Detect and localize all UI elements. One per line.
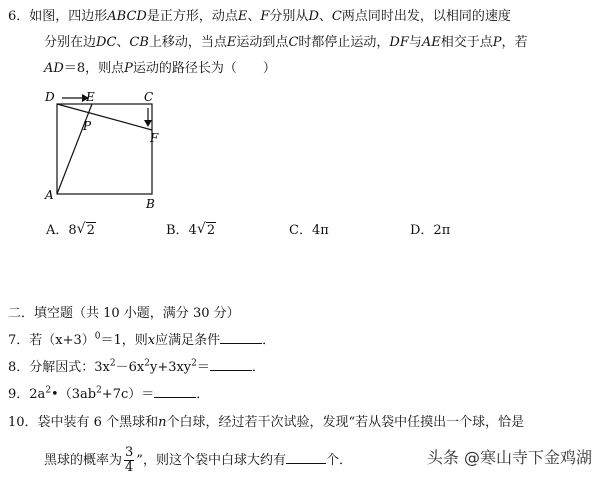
- q9-exponent: 2: [96, 385, 102, 396]
- q7-number: 7．: [8, 333, 30, 348]
- q9-text: •（3ab: [51, 387, 97, 402]
- q6-text: 、: [247, 9, 261, 24]
- q10-text: 个白球，经过若干次试验，发现“若从袋中任摸出一个球，恰是: [166, 415, 525, 430]
- q6-var: F: [260, 9, 270, 24]
- q9-exponent: 2: [45, 385, 52, 396]
- option-B-radicand: 2: [206, 223, 216, 238]
- q6-text: 、: [318, 9, 332, 24]
- q10-answer-blank[interactable]: [286, 462, 326, 464]
- q6-var: E: [237, 9, 248, 24]
- q7-var: x: [147, 333, 156, 348]
- label-P: P: [83, 119, 92, 133]
- q8-exponent: 2: [109, 358, 116, 369]
- q6-var: DF: [389, 35, 409, 50]
- q9-text: 2a: [29, 387, 46, 402]
- q6-var: ABCD: [107, 9, 147, 24]
- q8-text: y+3xy: [149, 360, 192, 375]
- option-D-label: D．2π: [410, 223, 451, 238]
- q6-line3: [44, 60, 276, 78]
- label-D: D: [45, 90, 55, 104]
- q9-text: ．: [196, 387, 210, 402]
- label-B: B: [146, 197, 155, 210]
- q6-var: CB: [129, 35, 149, 50]
- q8-answer-blank[interactable]: [210, 369, 252, 371]
- option-A-radicand: 2: [86, 223, 95, 238]
- q7-answer-blank[interactable]: [220, 342, 262, 344]
- q6-line1: [8, 8, 511, 26]
- q6-text: ，若: [501, 35, 528, 50]
- q10-var: n: [158, 415, 167, 430]
- q10-line1: [8, 414, 524, 432]
- q7-text: ．: [262, 333, 276, 348]
- q10-text: 黑球的概率为: [44, 453, 123, 468]
- q6-var: C: [288, 35, 299, 50]
- segment-DF: [57, 104, 152, 130]
- q7-text: 应满足条件: [155, 333, 221, 348]
- q8-text: ．: [251, 360, 265, 375]
- q8-exponent: 2: [191, 358, 197, 369]
- q6-var: AE: [421, 35, 441, 50]
- label-A: A: [45, 188, 54, 202]
- option-A[interactable]: [46, 219, 96, 238]
- q10-text: 个．: [325, 453, 352, 468]
- q6-var: AD: [44, 61, 64, 76]
- q6-var: DC: [96, 35, 117, 50]
- q6-var: D: [308, 9, 319, 24]
- q6-line2: [44, 34, 528, 52]
- q8-exponent: 2: [144, 358, 150, 369]
- option-A-label: A．8: [46, 223, 77, 238]
- q6-text: 时都停止运动，: [298, 35, 390, 50]
- option-C[interactable]: [289, 219, 329, 238]
- q7: [8, 332, 275, 350]
- q6-text: 与: [408, 35, 422, 50]
- q9-number: 9．: [8, 387, 30, 402]
- q6-text: 是正方形，动点: [146, 9, 238, 24]
- q6-var: C: [331, 9, 342, 24]
- option-D[interactable]: [410, 219, 450, 238]
- q8-text: ＝: [196, 360, 210, 375]
- q10-text: 袋中装有 6 个黑球和: [37, 415, 159, 430]
- q8-number: 8．: [8, 360, 30, 375]
- q6-text: 相交于点: [440, 35, 493, 50]
- watermark: 头条 @寒山寺下金鸡湖: [426, 448, 592, 467]
- q8-text: 分解因式：3x: [29, 360, 110, 375]
- fraction-numerator: 3: [125, 445, 134, 460]
- q7-text: 若（x+3）: [29, 333, 95, 348]
- q10-number: 10．: [8, 415, 38, 430]
- label-C: C: [144, 90, 154, 104]
- q7-text: ＝1，则: [100, 333, 148, 348]
- q8-text: －6x: [115, 360, 145, 375]
- label-F: F: [150, 131, 159, 145]
- q6-text: 运动的路径长为（ ）: [132, 61, 276, 76]
- square-figure: [40, 86, 170, 210]
- section2-title: 二．填空题（共 10 小题，满分 30 分）: [8, 306, 240, 321]
- q9: [8, 386, 209, 404]
- q8: [8, 359, 265, 377]
- option-B-label: B．4: [166, 223, 197, 238]
- q6-var: E: [226, 35, 237, 50]
- q6-number: 6．: [8, 9, 30, 24]
- q9-answer-blank[interactable]: [154, 396, 196, 398]
- q6-text: 如图，四边形: [29, 9, 108, 24]
- option-C-label: C．4π: [289, 223, 329, 238]
- q6-var: P: [124, 61, 133, 76]
- q6-text: 分别从: [269, 9, 309, 24]
- label-E: E: [86, 90, 95, 104]
- arrowhead-down-icon: [144, 120, 152, 127]
- fraction-denominator: 4: [125, 460, 134, 475]
- q10-text: ”，则这个袋中白球大约有: [136, 453, 286, 468]
- segment-AE: [57, 104, 92, 194]
- q6-text: 、: [116, 35, 130, 50]
- q10-line2: [44, 446, 352, 476]
- sqrt-symbol: √ 2: [196, 221, 216, 238]
- q6-text: 两点同时出发，以相同的速度: [341, 9, 511, 24]
- q6-text: 上移动，当点: [148, 35, 227, 50]
- sqrt-symbol: √ 2: [76, 221, 95, 238]
- q6-text: 运动到点: [236, 35, 289, 50]
- option-B[interactable]: [166, 219, 216, 238]
- q7-exponent: 0: [94, 331, 101, 342]
- q6-text: 分别在边: [44, 35, 97, 50]
- q6-var: P: [492, 35, 502, 50]
- q9-text: +7c）＝: [101, 387, 155, 402]
- fraction-3-4: [124, 446, 134, 475]
- q6-text: ＝8，则点: [63, 61, 125, 76]
